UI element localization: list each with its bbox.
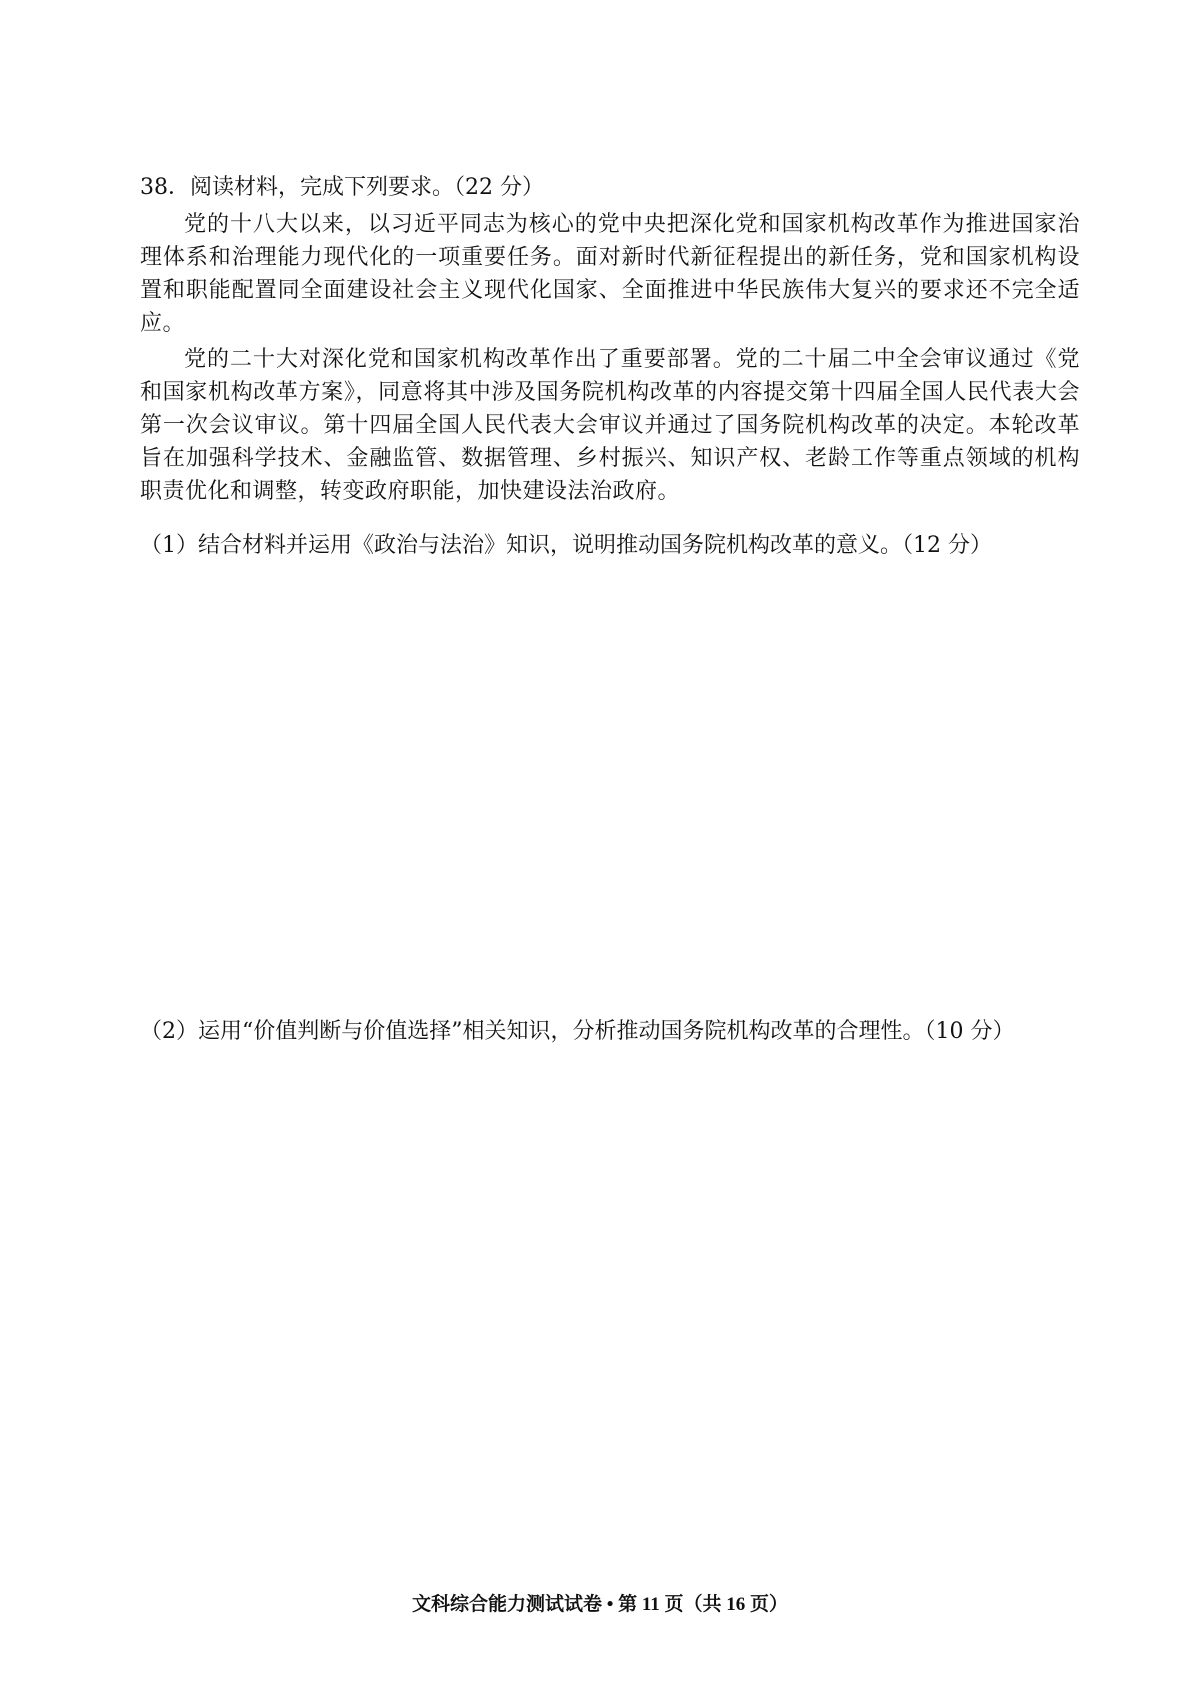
page-footer: 文科综合能力测试试卷 • 第 11 页（共 16 页） <box>411 1594 789 1615</box>
material-paragraph-1: 党的十八大以来，以习近平同志为核心的党中央把深化党和国家机构改革作为推进国家治理体系和治理能力现代化的一项重要任务。面对新时代新征程提出的新任务，党和国家机构设置和职能配置同全面建设社会主义现代化国家、全面推进中华民族伟大复兴的要求还不完全适应。 <box>140 212 1080 336</box>
material-paragraph-2: 党的二十大对深化党和国家机构改革作出了重要部署。党的二十届二中全会审议通过《党和国家机构改革方案》，同意将其中涉及国务院机构改革的内容提交第十四届全国人民代表大会第一次会议审议。第十四届全国人民代表大会审议并通过了国务院机构改革的决定。本轮改革旨在加强科学技术、金融监管、数据管理、乡村振兴、知识产权、老龄工作等重点领域的机构职责优化和调整，转变政府职能，加快建设法治政府。 <box>140 347 1080 504</box>
question-heading: 38．阅读材料，完成下列要求。（22 分） <box>140 175 544 200</box>
answer-area-2 <box>140 1056 1080 1576</box>
answer-area-1 <box>140 570 1080 1000</box>
sub-question-1: （1）结合材料并运用《政治与法治》知识，说明推动国务院机构改革的意义。（12 分） <box>140 533 992 558</box>
sub-question-2: （2）运用“价值判断与价值选择”相关知识，分析推动国务院机构改革的合理性。（10 分） <box>140 1019 1015 1044</box>
